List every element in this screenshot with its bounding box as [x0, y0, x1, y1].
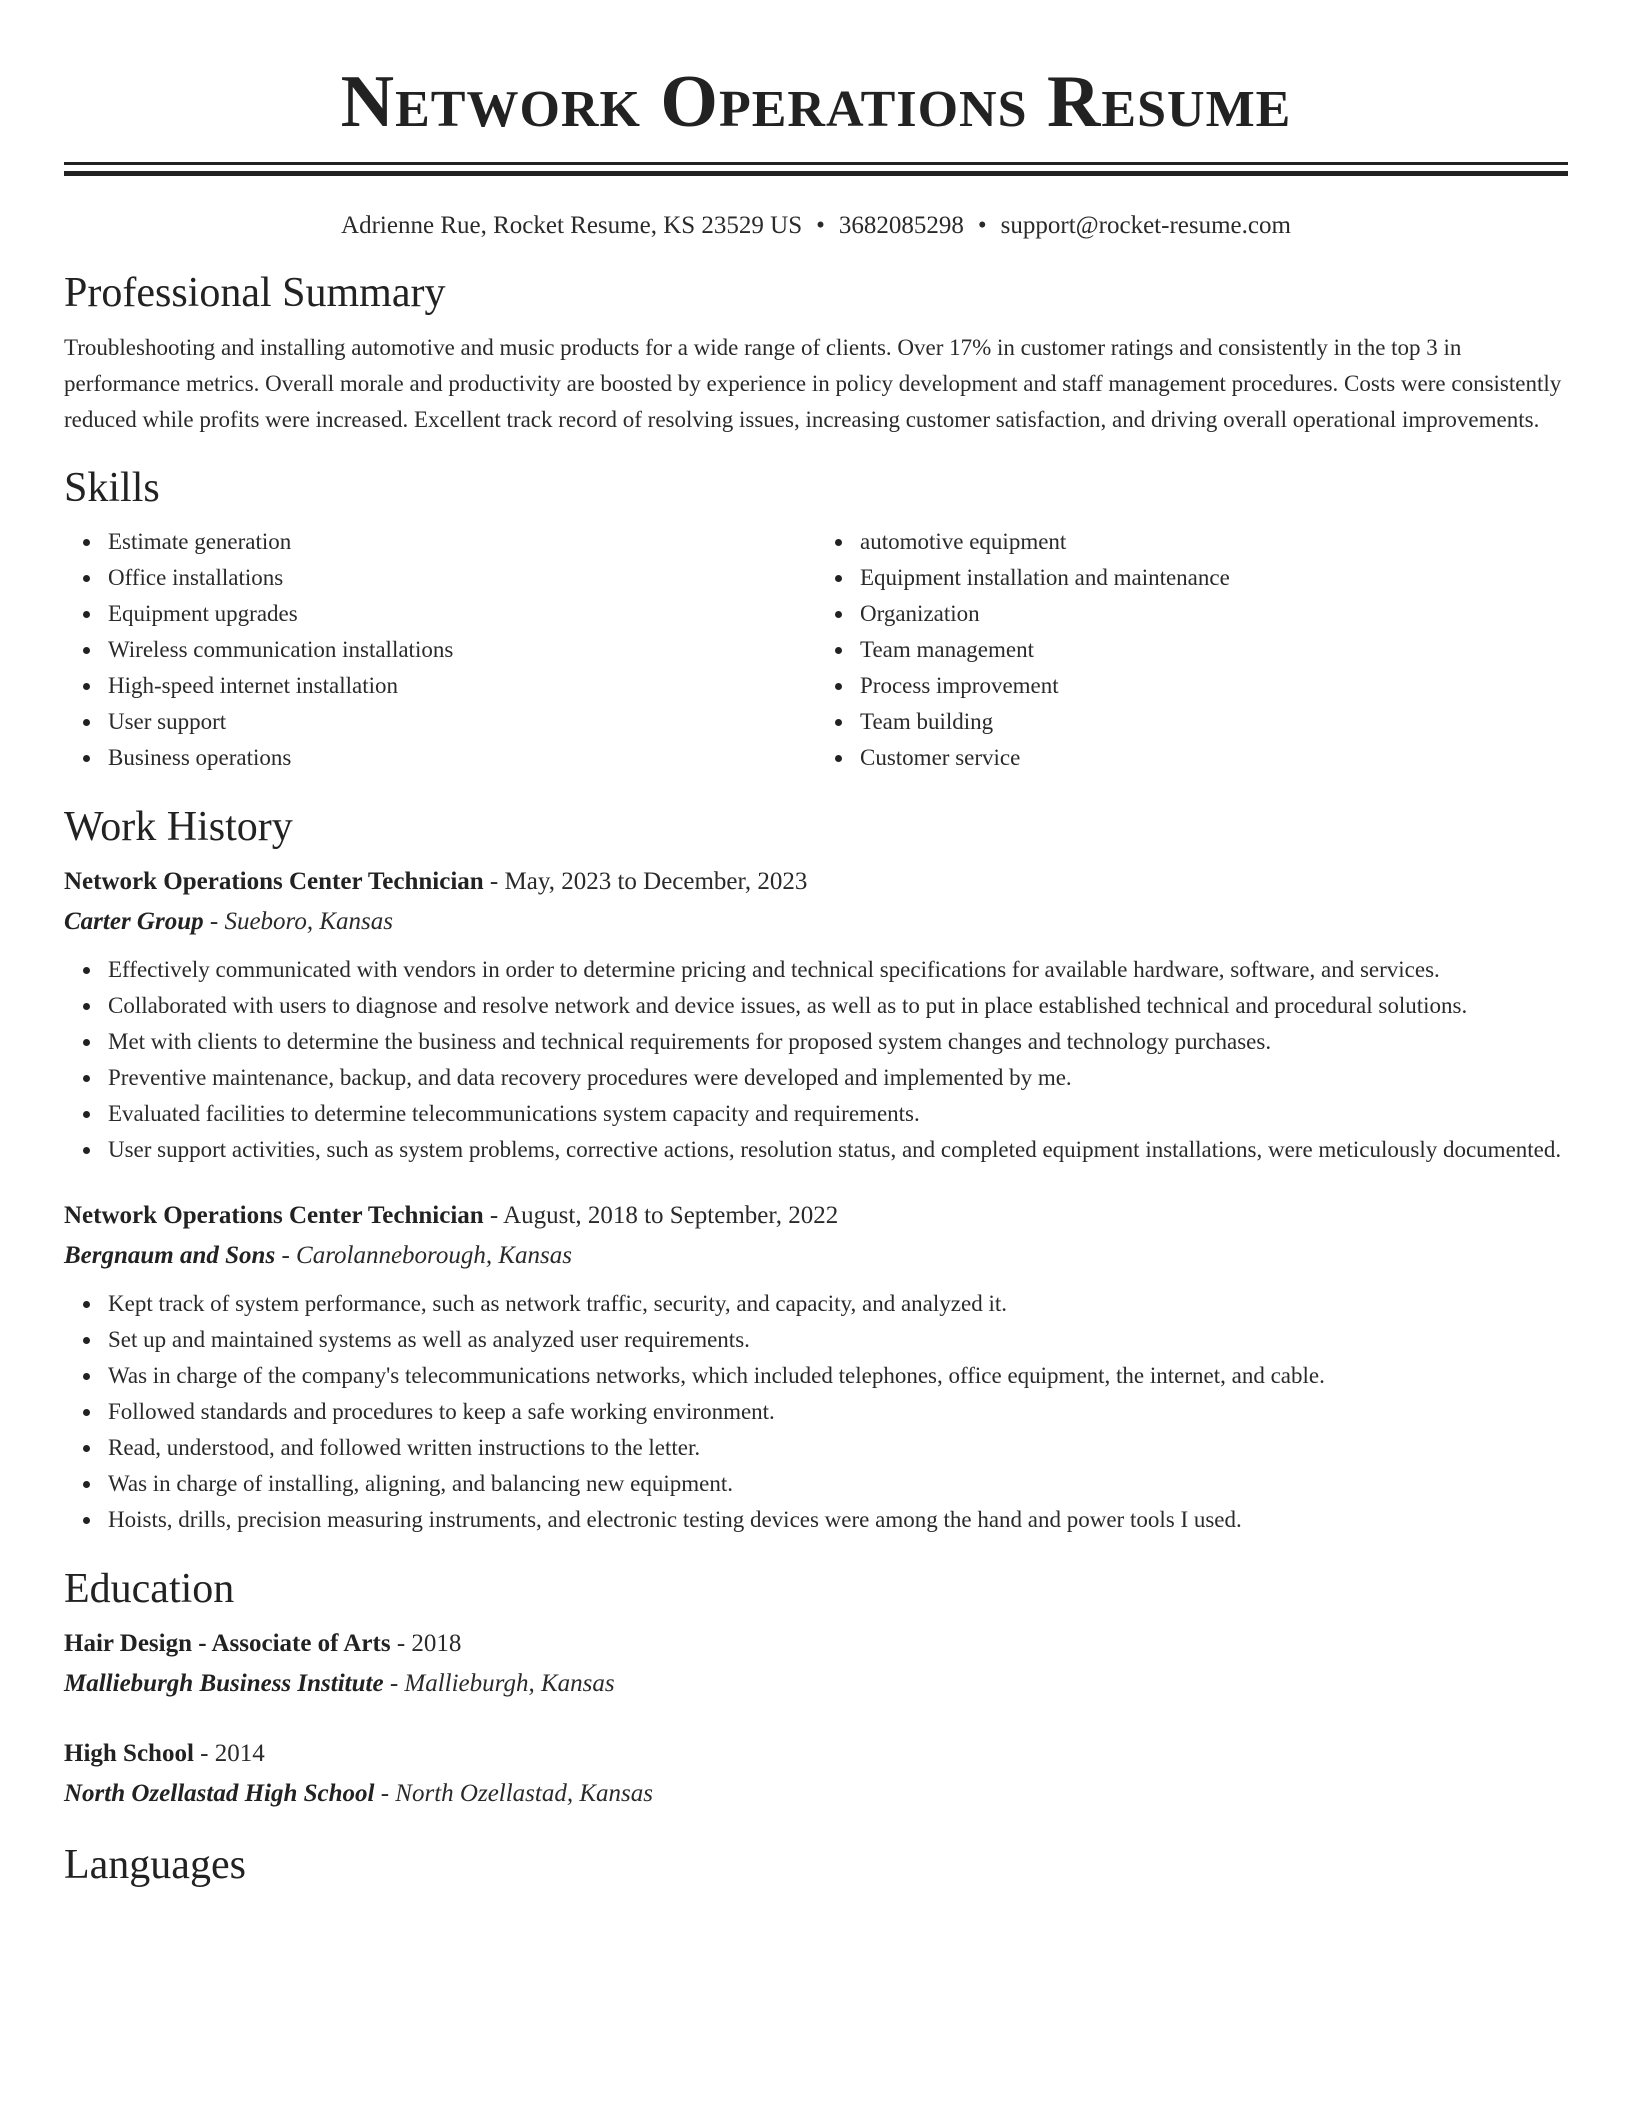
job-title: Network Operations Center Technician: [64, 1202, 484, 1229]
skills-list-left: [64, 524, 816, 776]
skill-item: Equipment upgrades: [108, 596, 816, 632]
degree-year: - 2014: [193, 1740, 265, 1767]
skill-item: Business operations: [108, 740, 816, 776]
contact-separator: •: [977, 212, 987, 239]
skill-item: High-speed internet installation: [108, 668, 816, 704]
skill-item: Team management: [860, 632, 1568, 668]
contact-address: Adrienne Rue, Rocket Resume, KS 23529 US: [341, 212, 803, 239]
job-bullets: [64, 1286, 1568, 1538]
job-entry: [64, 1196, 1568, 1538]
resume-title: Network Operations Resume: [340, 61, 1292, 143]
work-history-heading: Work History: [64, 804, 293, 850]
job-title: Network Operations Center Technician: [64, 868, 484, 895]
job-company-line: [64, 1236, 1568, 1276]
skill-item: automotive equipment: [860, 524, 1568, 560]
job-bullet: Collaborated with users to diagnose and resolve network and device issues, as well as to put in place established technical and procedural solutions.: [108, 988, 1568, 1024]
job-bullet: Set up and maintained systems as well as analyzed user requirements.: [108, 1322, 1568, 1358]
title-divider-bottom: [64, 171, 1568, 176]
school: North Ozellastad High School: [64, 1780, 375, 1807]
education-entry: [64, 1734, 1568, 1814]
school-location: - North Ozellastad, Kansas: [374, 1780, 653, 1807]
contact-separator: •: [816, 212, 825, 239]
job-bullet: User support activities, such as system problems, corrective actions, resolution status, and completed equipment installations, were meticulously documented.: [108, 1132, 1568, 1168]
degree: High School: [64, 1740, 194, 1767]
job-title-line: [64, 1196, 1568, 1236]
skill-item: Process improvement: [860, 668, 1568, 704]
work-history-section: [64, 802, 1568, 1538]
summary-section: [64, 268, 1568, 438]
job-bullet: Followed standards and procedures to keep a safe working environment.: [108, 1394, 1568, 1430]
skill-item: Office installations: [108, 560, 816, 596]
school-location: - Mallieburgh, Kansas: [383, 1670, 615, 1697]
title-divider-top: [64, 162, 1568, 165]
skill-item: Customer service: [860, 740, 1568, 776]
job-company-line: [64, 902, 1568, 942]
languages-heading: Languages: [64, 1842, 246, 1888]
job-bullet: Evaluated facilities to determine telecommunications system capacity and requirements.: [108, 1096, 1568, 1132]
summary-heading: Professional Summary: [64, 270, 446, 316]
languages-section: [64, 1840, 1568, 1890]
job-bullet: Met with clients to determine the business and technical requirements for proposed system changes and technology purchases.: [108, 1024, 1568, 1060]
job-bullet: Was in charge of the company's telecommunications networks, which included telephones, office equipment, the internet, and cable.: [108, 1358, 1568, 1394]
education-heading: Education: [64, 1566, 235, 1612]
job-bullets: [64, 952, 1568, 1168]
job-bullet: Preventive maintenance, backup, and data recovery procedures were developed and implemented by me.: [108, 1060, 1568, 1096]
skill-item: Team building: [860, 704, 1568, 740]
job-bullet: Kept track of system performance, such as network traffic, security, and capacity, and analyzed it.: [108, 1286, 1568, 1322]
summary-text: Troubleshooting and installing automotive and music products for a wide range of clients. Over 17% in customer ratings and consistently in the top 3 in performance metrics. Overall morale and productivity are boosted by experience in policy development and staff management procedures. Costs were consistently reduced while profits were increased. Excellent track record of resolving issues, increasing customer satisfaction, and driving overall operational improvements.: [64, 335, 1562, 432]
skills-columns: [64, 524, 1568, 776]
skill-item: Estimate generation: [108, 524, 816, 560]
school-line: [64, 1774, 1568, 1814]
job-bullet: Effectively communicated with vendors in order to determine pricing and technical specifications for available hardware, software, and services.: [108, 952, 1568, 988]
job-bullet: Hoists, drills, precision measuring instruments, and electronic testing devices were among the hand and power tools I used.: [108, 1502, 1568, 1538]
job-title-line: [64, 862, 1568, 902]
skills-section: [64, 463, 1568, 776]
school-line: [64, 1664, 1568, 1704]
job-bullet: Was in charge of installing, aligning, and balancing new equipment.: [108, 1466, 1568, 1502]
education-section: [64, 1564, 1568, 1814]
contact-email: support@rocket-resume.com: [1000, 212, 1291, 239]
degree-line: [64, 1624, 1568, 1664]
contact-line: [64, 211, 1568, 241]
degree-line: [64, 1734, 1568, 1774]
skills-heading: Skills: [64, 465, 160, 511]
job-location: - Carolanneborough, Kansas: [275, 1242, 572, 1269]
skills-list-right: [816, 524, 1568, 776]
school: Mallieburgh Business Institute: [64, 1670, 384, 1697]
contact-phone: 3682085298: [838, 212, 964, 239]
degree: Hair Design - Associate of Arts: [64, 1630, 391, 1657]
skill-item: User support: [108, 704, 816, 740]
job-dates: - August, 2018 to September, 2022: [483, 1202, 839, 1229]
skill-item: Wireless communication installations: [108, 632, 816, 668]
skill-item: Equipment installation and maintenance: [860, 560, 1568, 596]
education-entry: [64, 1624, 1568, 1704]
job-location: - Sueboro, Kansas: [203, 908, 393, 935]
skill-item: Organization: [860, 596, 1568, 632]
degree-year: - 2018: [390, 1630, 462, 1657]
job-company: Bergnaum and Sons: [64, 1242, 276, 1269]
job-dates: - May, 2023 to December, 2023: [483, 868, 808, 895]
job-bullet: Read, understood, and followed written instructions to the letter.: [108, 1430, 1568, 1466]
job-entry: [64, 862, 1568, 1168]
job-company: Carter Group: [64, 908, 204, 935]
